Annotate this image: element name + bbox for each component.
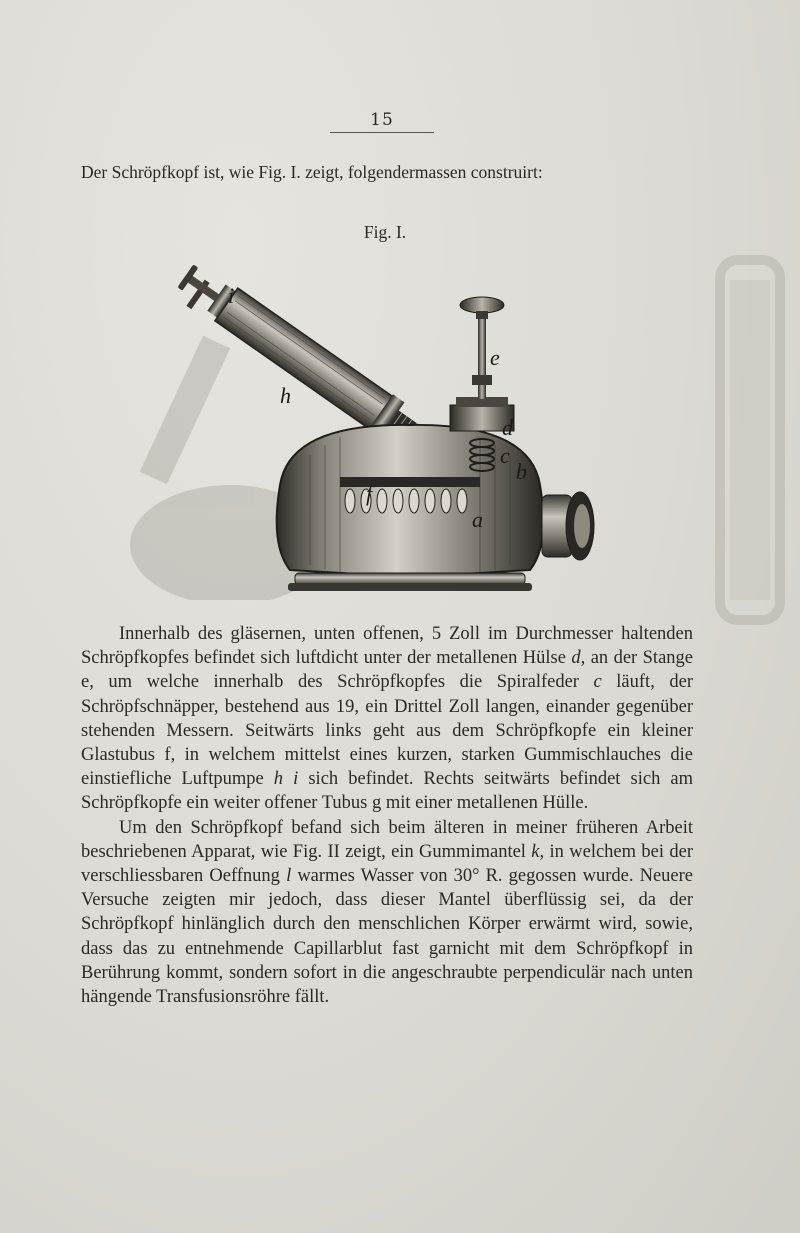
variable-k: k: [531, 841, 540, 862]
variable-c: c: [593, 672, 602, 693]
paragraph-1-text-1: Innerhalb des gläsernen, unten offenen, 5 Zoll im Durchmesser haltenden Schröpfkopfes befindet sich luftdicht unter der metallenen Hülse: [81, 624, 693, 669]
paragraph-2-text-1: Um den Schröpfkopf befand sich beim älteren in meiner früheren Arbeit beschriebenen Apparat, wie Fig. II zeigt, ein Gummimantel: [81, 817, 693, 862]
paragraph-1-text-3: läuft, der Schröpfschnäpper, bestehend aus 19, ein Drittel Zoll langen, einander gegenüber stehenden Messern. Seitwärts links geht aus dem Schröpfkopfe ein kleiner Glastubus f, in welchem mittelst eines kurzen, starken Gummischlauches die einstiefliche Luftpumpe: [81, 672, 693, 790]
side-tube: [542, 492, 594, 560]
variable-l: l: [286, 866, 292, 887]
paragraph-1-text-4: sich befindet. Rechts seitwärts befindet sich am Schröpfkopfe ein weiter offener Tubus g mit einer metallenen Hülle.: [81, 769, 694, 814]
label-a: a: [472, 507, 483, 532]
label-b: b: [516, 459, 527, 484]
label-f: f: [366, 481, 373, 506]
page-number: 15: [330, 110, 434, 133]
paragraph-2: [81, 816, 693, 1010]
paragraph-1: [81, 622, 693, 816]
label-c: c: [500, 443, 510, 468]
variable-h-i: h i: [273, 769, 299, 790]
paragraph-1-text-2: , an der Stange e, um welche innerhalb des Schröpfkopfes die Spiralfeder: [81, 648, 693, 693]
paragraph-2-text-2: , in welchem bei der verschliessbaren Oeffnung: [81, 841, 693, 887]
paragraph-2-text-3: warmes Wasser von 30° R. gegossen wurde. Neuere Versuche zeigten mir jedoch, dass dieser Mantel überflüssig sei, da der Schröpfkopf hinlänglich durch den menschlichen Körper erwärmt wird, sowie, dass das zu entnehmende Capillarblut fast garnicht mit dem Schröpfkopf in Berührung kommt, sondern sofort in die angeschraubte perpendiculär nach unten hängende Transfusionsröhre fällt.: [81, 866, 693, 1008]
figure-caption: Fig. I.: [363, 222, 407, 242]
plunger-assembly: [450, 297, 514, 431]
cupping-device-illustration: [110, 255, 610, 600]
figure-cupping-device: [110, 255, 610, 600]
label-h: h: [280, 383, 291, 408]
variable-d: d: [571, 648, 581, 669]
intro-text: Der Schröpfkopf ist, wie Fig. I. zeigt, folgendermassen construirt:: [81, 162, 543, 182]
show-through-shadow: [670, 250, 800, 630]
label-e: e: [490, 345, 500, 370]
label-d: d: [502, 415, 513, 440]
label-i: i: [228, 283, 235, 308]
body-text: [81, 622, 693, 1009]
